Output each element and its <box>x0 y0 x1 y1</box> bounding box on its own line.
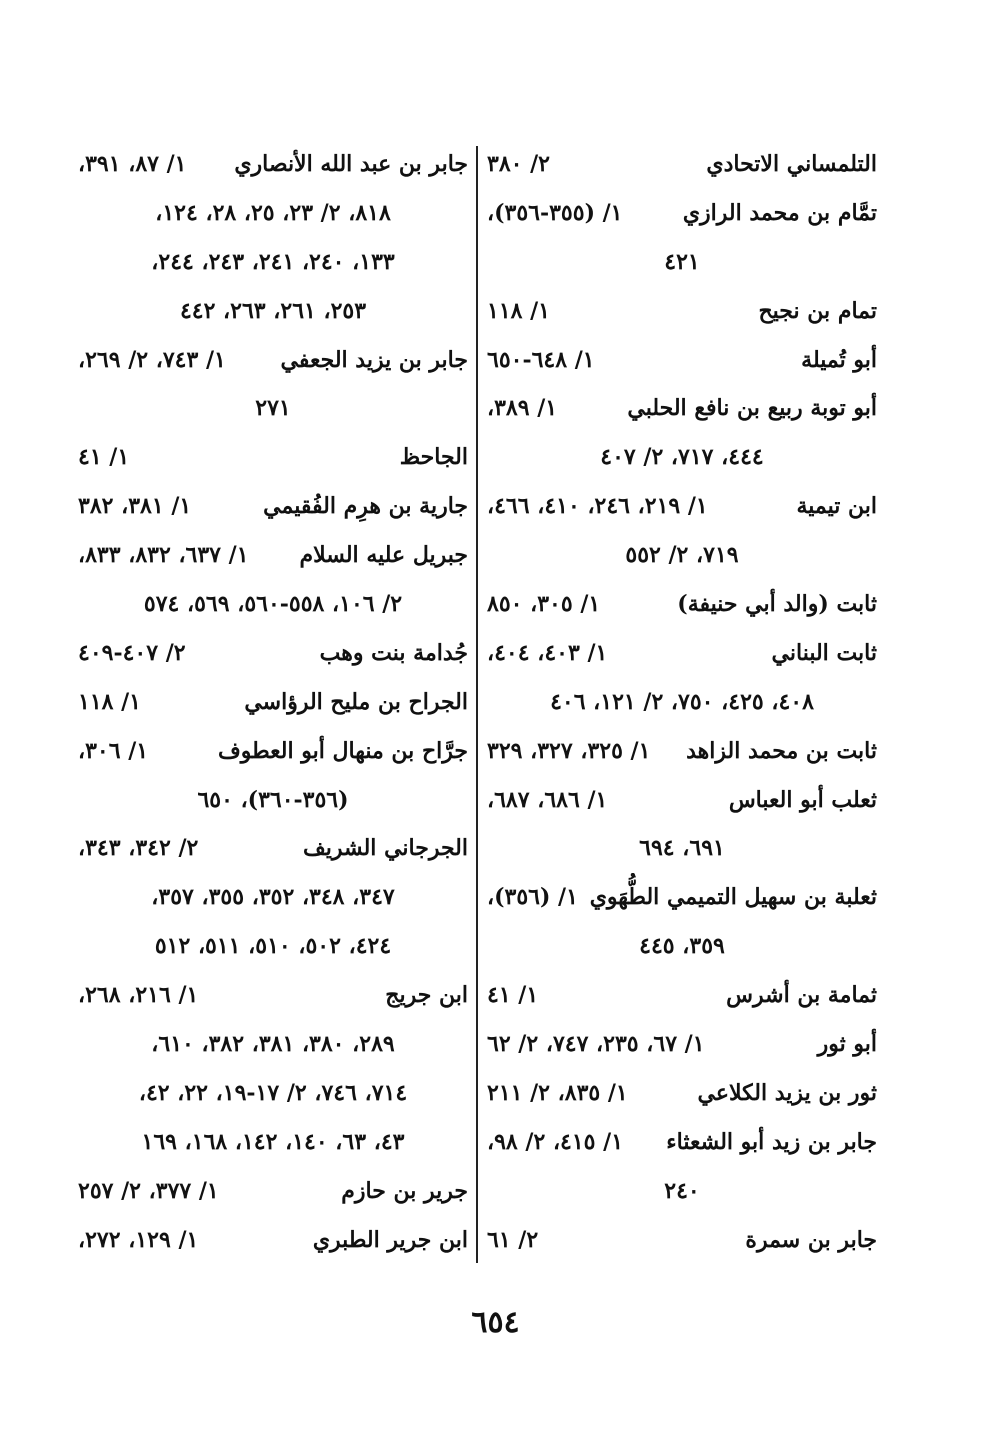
index-entry <box>78 1167 468 1216</box>
index-entry <box>487 580 877 629</box>
index-entry <box>487 287 877 336</box>
index-entry <box>487 629 877 678</box>
index-entry <box>487 336 877 385</box>
index-continuation <box>78 384 468 433</box>
index-entry <box>78 824 468 873</box>
entry-name: ثابت (والد أبي حنيفة) <box>677 591 877 618</box>
entry-name: الجرجاني الشريف <box>302 835 468 862</box>
entry-references: ٢٧١ <box>255 395 291 422</box>
index-entry <box>487 971 877 1020</box>
entry-references: ٧١٤، ٧٤٦، ٢/ ١٧-١٩، ٢٢، ٤٢، <box>138 1079 408 1106</box>
entry-references: ١/ ٨٧، ٣٩١، <box>78 151 187 177</box>
index-entry <box>78 336 468 385</box>
entry-name: ثمامة بن أشرس <box>726 982 877 1009</box>
index-entry <box>78 482 468 531</box>
index-entry <box>78 433 468 482</box>
index-entry <box>487 482 877 531</box>
entry-references: ١٣٣، ٢٤٠، ٢٤١، ٢٤٣، ٢٤٤، <box>151 248 395 275</box>
entry-references: ١/ ٣٧٧، ٢/ ٢٥٧ <box>78 1177 219 1204</box>
entry-references: ١/ (٣٥٦)، <box>487 884 578 911</box>
index-continuation <box>487 678 877 727</box>
entry-references: ١/ ٣٢٥، ٣٢٧، ٣٢٩ <box>487 737 651 764</box>
entry-references: ٤٤٤، ٧١٧، ٢/ ٤٠٧ <box>600 444 764 471</box>
index-continuation <box>78 1118 468 1167</box>
entry-references: ٤٣، ٦٣، ١٤٠، ١٤٢، ١٦٨، ١٦٩ <box>141 1128 405 1155</box>
entry-name: جرير بن حازم <box>341 1177 468 1204</box>
index-entry <box>78 140 468 189</box>
page-number: ٦٥٤ <box>471 1305 520 1340</box>
entry-name: جابر بن زيد أبو الشعثاء <box>666 1128 877 1155</box>
entry-references: ١/ ٦٨٦، ٦٨٧، <box>487 786 608 813</box>
entry-references: ٤٢١ <box>664 248 700 275</box>
entry-name: تمام بن نجيح <box>758 297 877 324</box>
index-continuation <box>78 1020 468 1069</box>
entry-references: ١/ ٧٤٣، ٢/ ٢٦٩، <box>78 346 226 373</box>
index-continuation <box>487 238 877 287</box>
entry-references: ١/ ٣٨٩، <box>487 395 558 422</box>
entry-name: ابن جرير الطبري <box>312 1226 468 1253</box>
entry-name: جابر بن سمرة <box>745 1226 877 1253</box>
index-continuation <box>487 824 877 873</box>
entry-references: ١/ ٨٣٥، ٢/ ٢١١ <box>487 1079 628 1106</box>
entry-references: ٦٩١، ٦٩٤ <box>639 835 725 862</box>
entry-name: ثور بن يزيد الكلاعي <box>697 1079 877 1106</box>
index-entry <box>78 971 468 1020</box>
index-entry <box>487 1020 877 1069</box>
column-divider <box>476 146 478 1263</box>
index-entry <box>487 727 877 776</box>
entry-references: ٧١٩، ٢/ ٥٥٢ <box>625 542 739 569</box>
entry-references: ٢٥٣، ٢٦١، ٢٦٣، ٤٤٢ <box>179 297 367 324</box>
entry-references: ٢٨٩، ٣٨٠، ٣٨١، ٣٨٢، ٦١٠، <box>151 1031 395 1058</box>
index-entry <box>487 189 877 238</box>
entry-references: ٢/ ٦١ <box>487 1226 539 1253</box>
index-entry <box>78 727 468 776</box>
index-entry <box>487 1118 877 1167</box>
entry-references: ٤٢٤، ٥٠٢، ٥١٠، ٥١١، ٥١٢ <box>154 933 392 960</box>
entry-references: ٢٤٠ <box>664 1177 700 1204</box>
left-column <box>78 140 468 1264</box>
index-entry <box>78 1216 468 1265</box>
entry-name: ثابت البناني <box>771 639 877 666</box>
index-continuation <box>78 873 468 922</box>
entry-references: ١/ ٦٤٨-٦٥٠ <box>487 346 595 373</box>
right-column <box>487 140 877 1264</box>
index-entry <box>78 629 468 678</box>
entry-name: التلمساني الاتحادي <box>706 151 877 177</box>
entry-references: ١/ ٤١٥، ٢/ ٩٨، <box>487 1128 624 1155</box>
entry-name: ابن جريج <box>385 982 468 1009</box>
index-entry <box>78 531 468 580</box>
index-continuation <box>487 531 877 580</box>
entry-name: جبريل عليه السلام <box>299 542 468 569</box>
index-continuation <box>78 580 468 629</box>
entry-name: أبو ثور <box>817 1031 877 1058</box>
index-continuation <box>487 922 877 971</box>
entry-name: ثعلبة بن سهيل التميمي الطُّهَوي <box>589 884 877 911</box>
entry-name: ثابت بن محمد الزاهد <box>686 737 877 764</box>
index-entry <box>487 1216 877 1265</box>
index-continuation <box>78 922 468 971</box>
entry-references: (٣٥٦-٣٦٠)، ٦٥٠ <box>197 786 349 813</box>
entry-references: ٢/ ٣٤٢، ٣٤٣، <box>78 835 199 862</box>
entry-references: ١/ ١١٨ <box>78 688 141 715</box>
entry-references: ٢/ ٣٨٠ <box>487 151 550 177</box>
entry-references: ٤٠٨، ٤٢٥، ٧٥٠، ٢/ ١٢١، ٤٠٦ <box>550 688 814 715</box>
index-continuation <box>78 238 468 287</box>
entry-name: الجراح بن مليح الرؤاسي <box>244 688 468 715</box>
entry-name: أبو تُميلة <box>801 346 877 373</box>
index-entry <box>487 140 877 189</box>
entry-name: جُدامة بنت وهب <box>319 639 468 666</box>
entry-name: ثعلب أبو العباس <box>728 786 877 813</box>
entry-references: ١/ ٣٨١، ٣٨٢ <box>78 493 192 520</box>
entry-references: ٣٤٧، ٣٤٨، ٣٥٢، ٣٥٥، ٣٥٧، <box>151 884 395 911</box>
entry-references: ١/ ٤٠٣، ٤٠٤، <box>487 639 608 666</box>
index-entry <box>487 1069 877 1118</box>
entry-name: جابر بن عبد الله الأنصاري <box>234 151 468 177</box>
entry-references: ١/ ٣٠٦، <box>78 737 149 764</box>
entry-name: الجاحظ <box>399 444 468 471</box>
entry-references: ١/ ٢١٦، ٢٦٨، <box>78 982 199 1009</box>
entry-name: تمَّام بن محمد الرازي <box>682 199 877 226</box>
entry-references: ٣٥٩، ٤٤٥ <box>639 933 725 960</box>
index-continuation <box>78 776 468 825</box>
index-entry <box>487 384 877 433</box>
entry-name: ابن تيمية <box>796 493 877 520</box>
entry-references: ٢/ ١٠٦، ٥٥٨-٥٦٠، ٥٦٩، ٥٧٤ <box>143 591 403 618</box>
index-entry <box>487 873 877 922</box>
entry-references: ١/ ٦٣٧، ٨٣٢، ٨٣٣، <box>78 542 249 569</box>
index-entry <box>487 776 877 825</box>
entry-references: ٨١٨، ٢/ ٢٣، ٢٥، ٢٨، ١٢٤، <box>155 199 391 226</box>
entry-name: جابر بن يزيد الجعفي <box>280 346 468 373</box>
index-continuation <box>78 1069 468 1118</box>
entry-references: ١/ ٤١ <box>487 982 539 1009</box>
index-continuation <box>487 1167 877 1216</box>
entry-name: جرَّاح بن منهال أبو العطوف <box>217 737 468 764</box>
entry-references: ١/ ١٢٩، ٢٧٢، <box>78 1226 199 1253</box>
index-continuation <box>78 189 468 238</box>
entry-name: أبو توبة ربيع بن نافع الحلبي <box>627 395 877 422</box>
index-continuation <box>78 287 468 336</box>
entry-references: ١/ ٣٠٥، ٨٥٠ <box>487 591 601 618</box>
entry-name: جارية بن هرِم الفُقيمي <box>263 493 468 520</box>
entry-references: ١/ ٢١٩، ٢٤٦، ٤١٠، ٤٦٦، <box>487 493 708 520</box>
entry-references: ١/ ٦٧، ٢٣٥، ٧٤٧، ٢/ ٦٢ <box>487 1031 705 1058</box>
index-continuation <box>487 433 877 482</box>
entry-references: ١/ ١١٨ <box>487 297 550 324</box>
entry-references: ٢/ ٤٠٧-٤٠٩ <box>78 639 186 666</box>
entry-references: ١/ (٣٥٥-٣٥٦)، <box>487 199 623 226</box>
index-entry <box>78 678 468 727</box>
entry-references: ١/ ٤١ <box>78 444 130 471</box>
